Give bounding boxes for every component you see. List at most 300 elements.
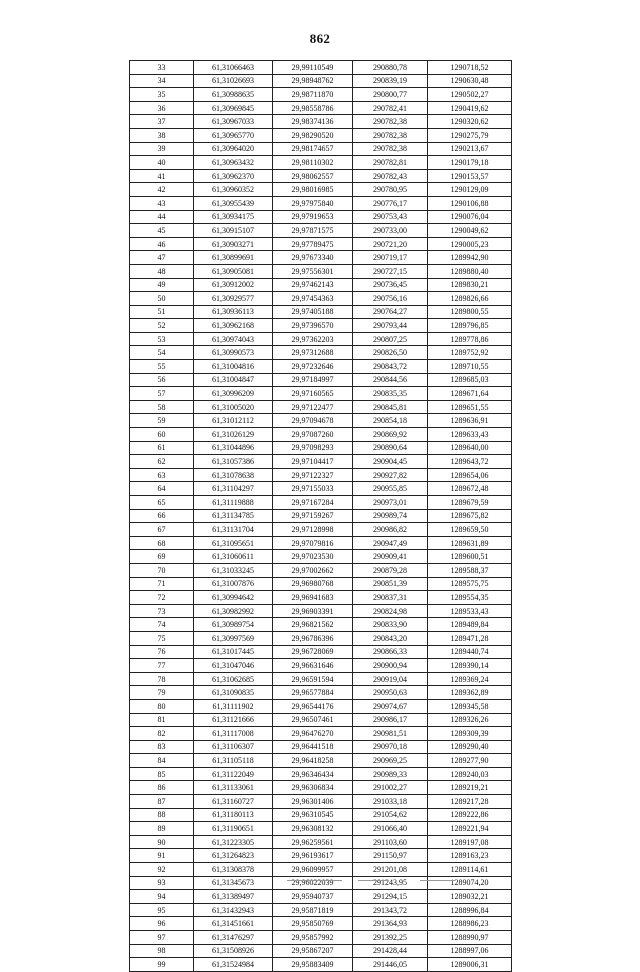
- point-number-cell: 34: [130, 74, 194, 88]
- latitude-cell: 61,31111902: [194, 699, 273, 713]
- longitude-cell: 29,96544176: [273, 699, 353, 713]
- longitude-cell: 29,96980768: [273, 577, 353, 591]
- longitude-cell: 29,96310545: [273, 808, 353, 822]
- x-coordinate-cell: 290974,67: [353, 699, 428, 713]
- point-number-cell: 72: [130, 591, 194, 605]
- y-coordinate-cell: 1289074,20: [428, 876, 512, 890]
- longitude-cell: 29,96346434: [273, 767, 353, 781]
- x-coordinate-cell: 291392,25: [353, 931, 428, 945]
- y-coordinate-cell: 1289309,39: [428, 727, 512, 741]
- table-row: [130, 115, 512, 129]
- longitude-cell: 29,97155033: [273, 482, 353, 496]
- y-coordinate-cell: 1289826,66: [428, 292, 512, 306]
- table-row: [130, 523, 512, 537]
- y-coordinate-cell: 1290049,62: [428, 224, 512, 238]
- longitude-cell: 29,96308132: [273, 822, 353, 836]
- longitude-cell: 29,96903391: [273, 604, 353, 618]
- longitude-cell: 29,98948762: [273, 74, 353, 88]
- y-coordinate-cell: 1289489,84: [428, 618, 512, 632]
- longitude-cell: 29,97232646: [273, 360, 353, 374]
- x-coordinate-cell: 290753,43: [353, 210, 428, 224]
- table-row: [130, 156, 512, 170]
- latitude-cell: 61,30899691: [194, 251, 273, 265]
- y-coordinate-cell: 1290718,52: [428, 61, 512, 75]
- latitude-cell: 61,31012112: [194, 414, 273, 428]
- latitude-cell: 61,31160727: [194, 795, 273, 809]
- point-number-cell: 66: [130, 509, 194, 523]
- x-coordinate-cell: 290879,28: [353, 563, 428, 577]
- longitude-cell: 29,97405188: [273, 305, 353, 319]
- table-row: [130, 781, 512, 795]
- latitude-cell: 61,30990573: [194, 346, 273, 360]
- point-number-cell: 59: [130, 414, 194, 428]
- x-coordinate-cell: 290843,20: [353, 631, 428, 645]
- longitude-cell: 29,97673340: [273, 251, 353, 265]
- y-coordinate-cell: 1289672,48: [428, 482, 512, 496]
- point-number-cell: 65: [130, 496, 194, 510]
- longitude-cell: 29,97002662: [273, 563, 353, 577]
- y-coordinate-cell: 1289163,23: [428, 849, 512, 863]
- footer-rule: [358, 880, 388, 881]
- longitude-cell: 29,97462143: [273, 278, 353, 292]
- latitude-cell: 61,30915107: [194, 224, 273, 238]
- longitude-cell: 29,95940737: [273, 890, 353, 904]
- table-row: [130, 482, 512, 496]
- y-coordinate-cell: 1289222,86: [428, 808, 512, 822]
- latitude-cell: 61,31005020: [194, 400, 273, 414]
- latitude-cell: 61,30936113: [194, 305, 273, 319]
- longitude-cell: 29,98174657: [273, 142, 353, 156]
- latitude-cell: 61,31062685: [194, 672, 273, 686]
- point-number-cell: 88: [130, 808, 194, 822]
- latitude-cell: 61,30982992: [194, 604, 273, 618]
- point-number-cell: 85: [130, 767, 194, 781]
- longitude-cell: 29,96786396: [273, 631, 353, 645]
- table-row: [130, 699, 512, 713]
- longitude-cell: 29,97160565: [273, 387, 353, 401]
- table-row: [130, 536, 512, 550]
- table-row: [130, 400, 512, 414]
- table-row: [130, 468, 512, 482]
- table-row: [130, 944, 512, 958]
- y-coordinate-cell: 1289277,90: [428, 754, 512, 768]
- longitude-cell: 29,99110549: [273, 61, 353, 75]
- point-number-cell: 70: [130, 563, 194, 577]
- latitude-cell: 61,31078638: [194, 468, 273, 482]
- x-coordinate-cell: 291364,93: [353, 917, 428, 931]
- latitude-cell: 61,31389497: [194, 890, 273, 904]
- latitude-cell: 61,30967033: [194, 115, 273, 129]
- longitude-cell: 29,96441518: [273, 740, 353, 754]
- x-coordinate-cell: 290869,92: [353, 428, 428, 442]
- point-number-cell: 54: [130, 346, 194, 360]
- longitude-cell: 29,97919653: [273, 210, 353, 224]
- table-row: [130, 754, 512, 768]
- latitude-cell: 61,31308378: [194, 863, 273, 877]
- x-coordinate-cell: 291033,18: [353, 795, 428, 809]
- y-coordinate-cell: 1289679,59: [428, 496, 512, 510]
- point-number-cell: 92: [130, 863, 194, 877]
- x-coordinate-cell: 290782,38: [353, 128, 428, 142]
- point-number-cell: 83: [130, 740, 194, 754]
- y-coordinate-cell: 1289675,82: [428, 509, 512, 523]
- y-coordinate-cell: 1289640,00: [428, 441, 512, 455]
- point-number-cell: 49: [130, 278, 194, 292]
- y-coordinate-cell: 1289217,28: [428, 795, 512, 809]
- longitude-cell: 29,95850769: [273, 917, 353, 931]
- longitude-cell: 29,97362203: [273, 332, 353, 346]
- table-row: [130, 903, 512, 917]
- latitude-cell: 61,31451661: [194, 917, 273, 931]
- page-number: 862: [309, 31, 331, 46]
- y-coordinate-cell: 1289588,37: [428, 563, 512, 577]
- point-number-cell: 90: [130, 835, 194, 849]
- x-coordinate-cell: 290866,33: [353, 645, 428, 659]
- point-number-cell: 60: [130, 428, 194, 442]
- x-coordinate-cell: 290989,74: [353, 509, 428, 523]
- y-coordinate-cell: 1290502,27: [428, 88, 512, 102]
- table-row: [130, 822, 512, 836]
- point-number-cell: 80: [130, 699, 194, 713]
- latitude-cell: 61,31004847: [194, 373, 273, 387]
- longitude-cell: 29,97079816: [273, 536, 353, 550]
- x-coordinate-cell: 290807,25: [353, 332, 428, 346]
- longitude-cell: 29,97184997: [273, 373, 353, 387]
- x-coordinate-cell: 290927,82: [353, 468, 428, 482]
- y-coordinate-cell: 1288990,97: [428, 931, 512, 945]
- latitude-cell: 61,31095651: [194, 536, 273, 550]
- table-row: [130, 196, 512, 210]
- y-coordinate-cell: 1288996,84: [428, 903, 512, 917]
- table-row: [130, 917, 512, 931]
- table-row: [130, 563, 512, 577]
- table-row: [130, 251, 512, 265]
- point-number-cell: 56: [130, 373, 194, 387]
- latitude-cell: 61,30969845: [194, 101, 273, 115]
- x-coordinate-cell: 290826,50: [353, 346, 428, 360]
- table-row: [130, 863, 512, 877]
- table-row: [130, 631, 512, 645]
- table-row: [130, 713, 512, 727]
- x-coordinate-cell: 290839,19: [353, 74, 428, 88]
- coordinates-table: [129, 60, 512, 972]
- y-coordinate-cell: 1289219,21: [428, 781, 512, 795]
- x-coordinate-cell: 290736,45: [353, 278, 428, 292]
- latitude-cell: 61,31105118: [194, 754, 273, 768]
- longitude-cell: 29,97122327: [273, 468, 353, 482]
- table-row: [130, 264, 512, 278]
- x-coordinate-cell: 291201,08: [353, 863, 428, 877]
- x-coordinate-cell: 290844,56: [353, 373, 428, 387]
- point-number-cell: 94: [130, 890, 194, 904]
- y-coordinate-cell: 1289362,89: [428, 686, 512, 700]
- table-row: [130, 305, 512, 319]
- y-coordinate-cell: 1289651,55: [428, 400, 512, 414]
- point-number-cell: 74: [130, 618, 194, 632]
- point-number-cell: 87: [130, 795, 194, 809]
- x-coordinate-cell: 291243,95: [353, 876, 428, 890]
- longitude-cell: 29,98062557: [273, 169, 353, 183]
- y-coordinate-cell: 1289880,40: [428, 264, 512, 278]
- x-coordinate-cell: 290989,33: [353, 767, 428, 781]
- longitude-cell: 29,96193617: [273, 849, 353, 863]
- table-row: [130, 61, 512, 75]
- y-coordinate-cell: 1289390,14: [428, 659, 512, 673]
- longitude-cell: 29,96577884: [273, 686, 353, 700]
- point-number-cell: 42: [130, 183, 194, 197]
- longitude-cell: 29,96099957: [273, 863, 353, 877]
- x-coordinate-cell: 290845,81: [353, 400, 428, 414]
- x-coordinate-cell: 290947,49: [353, 536, 428, 550]
- latitude-cell: 61,30963432: [194, 156, 273, 170]
- x-coordinate-cell: 290851,39: [353, 577, 428, 591]
- y-coordinate-cell: 1289752,92: [428, 346, 512, 360]
- y-coordinate-cell: 1289942,90: [428, 251, 512, 265]
- x-coordinate-cell: 290900,94: [353, 659, 428, 673]
- longitude-cell: 29,97167284: [273, 496, 353, 510]
- longitude-cell: 29,96022039: [273, 876, 353, 890]
- y-coordinate-cell: 1289471,28: [428, 631, 512, 645]
- x-coordinate-cell: 291343,72: [353, 903, 428, 917]
- latitude-cell: 61,31057386: [194, 455, 273, 469]
- y-coordinate-cell: 1289533,43: [428, 604, 512, 618]
- x-coordinate-cell: 290719,17: [353, 251, 428, 265]
- latitude-cell: 61,31060611: [194, 550, 273, 564]
- latitude-cell: 61,31223305: [194, 835, 273, 849]
- table-row: [130, 210, 512, 224]
- latitude-cell: 61,31133061: [194, 781, 273, 795]
- x-coordinate-cell: 290780,95: [353, 183, 428, 197]
- table-row: [130, 319, 512, 333]
- latitude-cell: 61,30955439: [194, 196, 273, 210]
- x-coordinate-cell: 291428,44: [353, 944, 428, 958]
- latitude-cell: 61,31033245: [194, 563, 273, 577]
- table-row: [130, 835, 512, 849]
- latitude-cell: 61,30997569: [194, 631, 273, 645]
- table-row: [130, 224, 512, 238]
- y-coordinate-cell: 1289633,43: [428, 428, 512, 442]
- longitude-cell: 29,95871819: [273, 903, 353, 917]
- latitude-cell: 61,30962168: [194, 319, 273, 333]
- y-coordinate-cell: 1289240,03: [428, 767, 512, 781]
- table-row: [130, 931, 512, 945]
- longitude-cell: 29,97789475: [273, 237, 353, 251]
- point-number-cell: 35: [130, 88, 194, 102]
- latitude-cell: 61,30929577: [194, 292, 273, 306]
- table-row: [130, 591, 512, 605]
- longitude-cell: 29,96507461: [273, 713, 353, 727]
- table-row: [130, 795, 512, 809]
- x-coordinate-cell: 290880,78: [353, 61, 428, 75]
- y-coordinate-cell: 1289575,75: [428, 577, 512, 591]
- y-coordinate-cell: 1290213,67: [428, 142, 512, 156]
- table-row: [130, 659, 512, 673]
- table-row: [130, 292, 512, 306]
- x-coordinate-cell: 290782,41: [353, 101, 428, 115]
- latitude-cell: 61,31017445: [194, 645, 273, 659]
- longitude-cell: 29,97975840: [273, 196, 353, 210]
- latitude-cell: 61,31004816: [194, 360, 273, 374]
- table-row: [130, 360, 512, 374]
- latitude-cell: 61,31007876: [194, 577, 273, 591]
- point-number-cell: 62: [130, 455, 194, 469]
- longitude-cell: 29,97023530: [273, 550, 353, 564]
- point-number-cell: 40: [130, 156, 194, 170]
- x-coordinate-cell: 290950,63: [353, 686, 428, 700]
- y-coordinate-cell: 1289643,72: [428, 455, 512, 469]
- point-number-cell: 61: [130, 441, 194, 455]
- x-coordinate-cell: 290890,64: [353, 441, 428, 455]
- y-coordinate-cell: 1290275,79: [428, 128, 512, 142]
- table-row: [130, 740, 512, 754]
- x-coordinate-cell: 290854,18: [353, 414, 428, 428]
- longitude-cell: 29,96941683: [273, 591, 353, 605]
- point-number-cell: 71: [130, 577, 194, 591]
- table-row: [130, 509, 512, 523]
- latitude-cell: 61,30964020: [194, 142, 273, 156]
- x-coordinate-cell: 291066,40: [353, 822, 428, 836]
- table-row: [130, 74, 512, 88]
- point-number-cell: 68: [130, 536, 194, 550]
- longitude-cell: 29,97094678: [273, 414, 353, 428]
- x-coordinate-cell: 290904,45: [353, 455, 428, 469]
- point-number-cell: 43: [130, 196, 194, 210]
- y-coordinate-cell: 1289636,91: [428, 414, 512, 428]
- latitude-cell: 61,31106307: [194, 740, 273, 754]
- table-row: [130, 332, 512, 346]
- point-number-cell: 63: [130, 468, 194, 482]
- point-number-cell: 46: [130, 237, 194, 251]
- latitude-cell: 61,31090835: [194, 686, 273, 700]
- point-number-cell: 76: [130, 645, 194, 659]
- table-row: [130, 183, 512, 197]
- x-coordinate-cell: 291150,97: [353, 849, 428, 863]
- latitude-cell: 61,31134785: [194, 509, 273, 523]
- y-coordinate-cell: 1289032,21: [428, 890, 512, 904]
- latitude-cell: 61,31044896: [194, 441, 273, 455]
- x-coordinate-cell: 290955,85: [353, 482, 428, 496]
- y-coordinate-cell: 1289631,89: [428, 536, 512, 550]
- y-coordinate-cell: 1289369,24: [428, 672, 512, 686]
- longitude-cell: 29,96728069: [273, 645, 353, 659]
- x-coordinate-cell: 290782,38: [353, 115, 428, 129]
- table-row: [130, 387, 512, 401]
- point-number-cell: 55: [130, 360, 194, 374]
- point-number-cell: 41: [130, 169, 194, 183]
- y-coordinate-cell: 1290076,04: [428, 210, 512, 224]
- point-number-cell: 75: [130, 631, 194, 645]
- latitude-cell: 61,30996209: [194, 387, 273, 401]
- y-coordinate-cell: 1289659,50: [428, 523, 512, 537]
- point-number-cell: 91: [130, 849, 194, 863]
- y-coordinate-cell: 1289345,58: [428, 699, 512, 713]
- x-coordinate-cell: 290733,00: [353, 224, 428, 238]
- point-number-cell: 51: [130, 305, 194, 319]
- point-number-cell: 48: [130, 264, 194, 278]
- y-coordinate-cell: 1290005,23: [428, 237, 512, 251]
- point-number-cell: 37: [130, 115, 194, 129]
- latitude-cell: 61,31026129: [194, 428, 273, 442]
- x-coordinate-cell: 290782,38: [353, 142, 428, 156]
- longitude-cell: 29,97396570: [273, 319, 353, 333]
- point-number-cell: 47: [130, 251, 194, 265]
- longitude-cell: 29,98110302: [273, 156, 353, 170]
- y-coordinate-cell: 1290179,18: [428, 156, 512, 170]
- point-number-cell: 84: [130, 754, 194, 768]
- x-coordinate-cell: 290970,18: [353, 740, 428, 754]
- y-coordinate-cell: 1289671,64: [428, 387, 512, 401]
- y-coordinate-cell: 1288986,23: [428, 917, 512, 931]
- latitude-cell: 61,31066463: [194, 61, 273, 75]
- longitude-cell: 29,98558786: [273, 101, 353, 115]
- y-coordinate-cell: 1290129,09: [428, 183, 512, 197]
- table-row: [130, 672, 512, 686]
- latitude-cell: 61,31122049: [194, 767, 273, 781]
- longitude-cell: 29,97128998: [273, 523, 353, 537]
- coordinates-table-body: [130, 61, 512, 972]
- longitude-cell: 29,97454363: [273, 292, 353, 306]
- point-number-cell: 33: [130, 61, 194, 75]
- point-number-cell: 78: [130, 672, 194, 686]
- table-row: [130, 101, 512, 115]
- latitude-cell: 61,30960352: [194, 183, 273, 197]
- longitude-cell: 29,96476270: [273, 727, 353, 741]
- y-coordinate-cell: 1290106,88: [428, 196, 512, 210]
- x-coordinate-cell: 290782,81: [353, 156, 428, 170]
- table-row: [130, 767, 512, 781]
- longitude-cell: 29,97098293: [273, 441, 353, 455]
- longitude-cell: 29,97871575: [273, 224, 353, 238]
- x-coordinate-cell: 290843,72: [353, 360, 428, 374]
- x-coordinate-cell: 290833,90: [353, 618, 428, 632]
- latitude-cell: 61,31524984: [194, 958, 273, 972]
- y-coordinate-cell: 1289600,51: [428, 550, 512, 564]
- latitude-cell: 61,31117008: [194, 727, 273, 741]
- latitude-cell: 61,31026693: [194, 74, 273, 88]
- table-row: [130, 849, 512, 863]
- x-coordinate-cell: 290981,51: [353, 727, 428, 741]
- x-coordinate-cell: 290973,01: [353, 496, 428, 510]
- table-row: [130, 645, 512, 659]
- table-row: [130, 169, 512, 183]
- y-coordinate-cell: 1289778,86: [428, 332, 512, 346]
- longitude-cell: 29,96259561: [273, 835, 353, 849]
- latitude-cell: 61,31119888: [194, 496, 273, 510]
- longitude-cell: 29,95883409: [273, 958, 353, 972]
- latitude-cell: 61,31104297: [194, 482, 273, 496]
- table-row: [130, 455, 512, 469]
- longitude-cell: 29,96306834: [273, 781, 353, 795]
- y-coordinate-cell: 1289440,74: [428, 645, 512, 659]
- y-coordinate-cell: 1289554,35: [428, 591, 512, 605]
- table-row: [130, 373, 512, 387]
- y-coordinate-cell: 1289796,85: [428, 319, 512, 333]
- table-row: [130, 604, 512, 618]
- point-number-cell: 89: [130, 822, 194, 836]
- table-row: [130, 890, 512, 904]
- y-coordinate-cell: 1289290,40: [428, 740, 512, 754]
- longitude-cell: 29,97312688: [273, 346, 353, 360]
- latitude-cell: 61,31190651: [194, 822, 273, 836]
- longitude-cell: 29,95857992: [273, 931, 353, 945]
- x-coordinate-cell: 290986,82: [353, 523, 428, 537]
- longitude-cell: 29,96301406: [273, 795, 353, 809]
- table-row: [130, 441, 512, 455]
- point-number-cell: 52: [130, 319, 194, 333]
- longitude-cell: 29,96418258: [273, 754, 353, 768]
- point-number-cell: 77: [130, 659, 194, 673]
- point-number-cell: 45: [130, 224, 194, 238]
